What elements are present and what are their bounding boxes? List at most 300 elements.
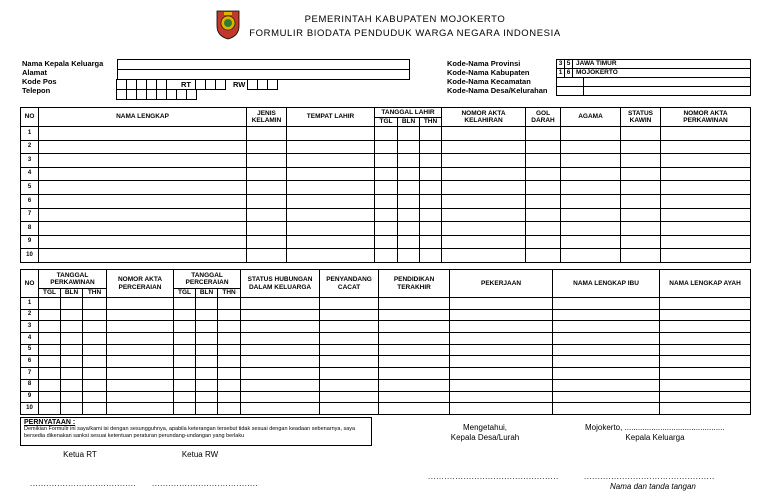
table1-cell[interactable]: [442, 208, 526, 222]
table1-cell[interactable]: [247, 222, 287, 236]
table1-cell[interactable]: [561, 154, 621, 168]
table1-cell[interactable]: [398, 194, 420, 208]
table2-cell[interactable]: [218, 309, 241, 321]
prov-code-1[interactable]: 3: [557, 60, 565, 69]
table1-row-number: 7: [21, 208, 39, 222]
table1-cell[interactable]: [287, 235, 375, 249]
table2-cell[interactable]: [218, 333, 241, 345]
table1-cell[interactable]: [420, 208, 442, 222]
table1-cell[interactable]: [247, 235, 287, 249]
table1-cell[interactable]: [247, 154, 287, 168]
table1-cell[interactable]: [398, 140, 420, 154]
table2-cell[interactable]: [660, 403, 751, 415]
table2-row-number: 5: [21, 344, 39, 356]
col-thn: THN: [420, 118, 442, 127]
table2-cell[interactable]: [196, 298, 218, 310]
table1-cell[interactable]: [661, 249, 751, 263]
table1-cell[interactable]: [661, 208, 751, 222]
table2-cell[interactable]: [39, 356, 61, 368]
table2-cell[interactable]: [450, 309, 553, 321]
table2-cell[interactable]: [107, 356, 174, 368]
table1-cell[interactable]: [420, 181, 442, 195]
table2-cell[interactable]: [450, 391, 553, 403]
table1-cell[interactable]: [420, 154, 442, 168]
table1-cell[interactable]: [39, 127, 247, 141]
table2-cell[interactable]: [83, 333, 107, 345]
table1-row-number: 10: [21, 249, 39, 263]
table1-cell[interactable]: [420, 127, 442, 141]
table1-cell[interactable]: [561, 235, 621, 249]
table1-cell[interactable]: [442, 181, 526, 195]
table1-cell[interactable]: [621, 127, 661, 141]
table2-cell[interactable]: [196, 356, 218, 368]
table1-cell[interactable]: [39, 222, 247, 236]
table2-cell[interactable]: [174, 298, 196, 310]
col2-pendidikan: PENDIDIKAN TERAKHIR: [379, 270, 450, 298]
sig-nama-tanda-tangan: Nama dan tanda tangan: [610, 482, 696, 491]
table1-cell[interactable]: [621, 249, 661, 263]
table2-cell[interactable]: [61, 298, 83, 310]
table2-cell[interactable]: [450, 379, 553, 391]
col-nama-lengkap: NAMA LENGKAP: [39, 108, 247, 127]
table1-cell[interactable]: [398, 181, 420, 195]
table1-cell[interactable]: [561, 181, 621, 195]
table1-cell[interactable]: [39, 140, 247, 154]
table2-cell[interactable]: [107, 321, 174, 333]
telepon-field[interactable]: [117, 89, 197, 100]
table2-cell[interactable]: [450, 356, 553, 368]
table2-cell[interactable]: [379, 321, 450, 333]
table2-cell[interactable]: [660, 356, 751, 368]
table1-cell[interactable]: [442, 194, 526, 208]
table2-cell[interactable]: [61, 309, 83, 321]
table2-cell[interactable]: [107, 391, 174, 403]
table2-cell[interactable]: [196, 403, 218, 415]
prov-name[interactable]: JAWA TIMUR: [573, 60, 751, 69]
table2-cell[interactable]: [83, 391, 107, 403]
table2-cell[interactable]: [39, 379, 61, 391]
label-kepala-keluarga: Nama Kepala Keluarga: [22, 59, 104, 68]
col2-pekerjaan: PEKERJAAN: [450, 270, 553, 298]
table2-cell[interactable]: [241, 368, 320, 380]
table2-cell[interactable]: [553, 321, 660, 333]
rt-field[interactable]: [196, 79, 226, 90]
table2-cell[interactable]: [241, 333, 320, 345]
table2-cell[interactable]: [83, 309, 107, 321]
table2-cell[interactable]: [174, 391, 196, 403]
table1-cell[interactable]: [442, 140, 526, 154]
table1-cell[interactable]: [526, 154, 561, 168]
table2-cell[interactable]: [553, 368, 660, 380]
sig-kepala-keluarga: Kepala Keluarga: [625, 433, 685, 442]
table2-cell[interactable]: [241, 356, 320, 368]
table2-cell[interactable]: [196, 379, 218, 391]
table1-row-number: 5: [21, 181, 39, 195]
table2-cell[interactable]: [241, 309, 320, 321]
table1-cell[interactable]: [398, 249, 420, 263]
table1-cell[interactable]: [661, 127, 751, 141]
col2-kawin-tgl: TGL: [39, 289, 61, 298]
table1-cell[interactable]: [287, 181, 375, 195]
prov-code-2[interactable]: 5: [565, 60, 573, 69]
table1-cell[interactable]: [398, 208, 420, 222]
table1-cell[interactable]: [398, 235, 420, 249]
table1-cell[interactable]: [247, 181, 287, 195]
table2-cell[interactable]: [83, 298, 107, 310]
table1-cell[interactable]: [287, 154, 375, 168]
table1-cell[interactable]: [375, 208, 398, 222]
table1-cell[interactable]: [420, 249, 442, 263]
table2-cell[interactable]: [320, 368, 379, 380]
table2-cell[interactable]: [218, 321, 241, 333]
table1-cell[interactable]: [287, 194, 375, 208]
table2-cell[interactable]: [174, 379, 196, 391]
table2-cell[interactable]: [241, 379, 320, 391]
table2-row-number: 1: [21, 298, 39, 310]
table1-cell[interactable]: [287, 140, 375, 154]
table1-cell[interactable]: [661, 167, 751, 181]
table1-cell[interactable]: [442, 127, 526, 141]
table1-row: [21, 249, 751, 263]
table1-cell[interactable]: [39, 194, 247, 208]
table1-cell[interactable]: [375, 140, 398, 154]
table2-cell[interactable]: [660, 333, 751, 345]
col2-tanggal-perkawinan: TANGGAL PERKAWINAN: [39, 270, 107, 289]
table1-cell[interactable]: [375, 181, 398, 195]
table2-cell[interactable]: [196, 368, 218, 380]
table2-cell[interactable]: [320, 379, 379, 391]
table2-cell[interactable]: [39, 321, 61, 333]
table2-cell[interactable]: [174, 309, 196, 321]
table2-cell[interactable]: [379, 333, 450, 345]
table2-cell[interactable]: [379, 403, 450, 415]
table2-cell[interactable]: [379, 391, 450, 403]
label-alamat: Alamat: [22, 68, 48, 77]
label-kabupaten: Kode-Nama Kabupaten: [447, 68, 530, 77]
table2-cell[interactable]: [320, 391, 379, 403]
table1-cell[interactable]: [442, 154, 526, 168]
table2-cell[interactable]: [218, 368, 241, 380]
table1-cell[interactable]: [39, 249, 247, 263]
table2-cell[interactable]: [379, 379, 450, 391]
table1-cell[interactable]: [561, 167, 621, 181]
kab-code-2[interactable]: 6: [565, 69, 573, 78]
col-tanggal-lahir: TANGGAL LAHIR: [375, 108, 442, 118]
table2-cell[interactable]: [379, 298, 450, 310]
table1-cell[interactable]: [39, 154, 247, 168]
table2-cell[interactable]: [320, 309, 379, 321]
table2-row-number: 8: [21, 379, 39, 391]
table1-cell[interactable]: [661, 194, 751, 208]
table2-cell[interactable]: [39, 344, 61, 356]
table1-cell[interactable]: [398, 222, 420, 236]
table1-cell[interactable]: [287, 167, 375, 181]
col-akta-kelahiran: NOMOR AKTA KELAHIRAN: [442, 108, 526, 127]
table2-cell[interactable]: [174, 356, 196, 368]
table2-row: [21, 356, 751, 368]
table2-cell[interactable]: [660, 379, 751, 391]
table2-cell[interactable]: [39, 298, 61, 310]
table2-row: [21, 379, 751, 391]
table1-cell[interactable]: [561, 208, 621, 222]
table2-cell[interactable]: [553, 403, 660, 415]
table2-cell[interactable]: [196, 309, 218, 321]
table2-cell[interactable]: [553, 379, 660, 391]
table1-cell[interactable]: [442, 249, 526, 263]
table1-cell[interactable]: [420, 222, 442, 236]
table2-cell[interactable]: [379, 344, 450, 356]
table1-cell[interactable]: [561, 249, 621, 263]
table2-cell[interactable]: [218, 379, 241, 391]
sig-place-date: Mojokerto, .............................................: [585, 423, 725, 432]
table2-cell[interactable]: [450, 321, 553, 333]
label-kode-pos: Kode Pos: [22, 77, 57, 86]
table1-cell[interactable]: [661, 181, 751, 195]
table2-cell[interactable]: [450, 333, 553, 345]
table1-cell[interactable]: [621, 154, 661, 168]
table1-cell[interactable]: [398, 167, 420, 181]
table1-cell[interactable]: [247, 127, 287, 141]
table2-cell[interactable]: [379, 368, 450, 380]
col-gol-darah: GOL DARAH: [526, 108, 561, 127]
table1-cell[interactable]: [661, 140, 751, 154]
table2-row-number: 2: [21, 309, 39, 321]
table2-cell[interactable]: [107, 403, 174, 415]
table1-cell[interactable]: [287, 249, 375, 263]
table1-cell[interactable]: [420, 140, 442, 154]
desa-name[interactable]: [584, 87, 751, 96]
table1-cell[interactable]: [526, 249, 561, 263]
table1-cell[interactable]: [442, 167, 526, 181]
table2-cell[interactable]: [450, 403, 553, 415]
table2-cell[interactable]: [553, 298, 660, 310]
table1-cell[interactable]: [287, 208, 375, 222]
table2-cell[interactable]: [39, 333, 61, 345]
statement-box: [20, 417, 372, 446]
table2-cell[interactable]: [553, 344, 660, 356]
regency-emblem-icon: [215, 8, 241, 40]
table2-cell[interactable]: [174, 344, 196, 356]
table2-cell[interactable]: [61, 379, 83, 391]
table1-cell[interactable]: [442, 222, 526, 236]
table2-cell[interactable]: [107, 298, 174, 310]
table2-cell[interactable]: [660, 298, 751, 310]
table1-cell[interactable]: [526, 140, 561, 154]
table2-cell[interactable]: [174, 333, 196, 345]
table2-cell[interactable]: [379, 309, 450, 321]
table1-cell[interactable]: [375, 222, 398, 236]
table2-cell[interactable]: [196, 344, 218, 356]
table2-cell[interactable]: [61, 344, 83, 356]
table2-cell[interactable]: [241, 403, 320, 415]
table1-cell[interactable]: [287, 222, 375, 236]
table2-cell[interactable]: [379, 356, 450, 368]
table2-cell[interactable]: [83, 379, 107, 391]
table2-cell[interactable]: [320, 344, 379, 356]
table1-cell[interactable]: [621, 194, 661, 208]
table2-cell[interactable]: [107, 333, 174, 345]
table1-cell[interactable]: [398, 154, 420, 168]
table1-cell[interactable]: [375, 235, 398, 249]
table1-row: [21, 167, 751, 181]
sig-line-kepala-keluarga[interactable]: ................................................: [584, 472, 715, 481]
table1-cell[interactable]: [247, 140, 287, 154]
table2-cell[interactable]: [218, 298, 241, 310]
table2-cell[interactable]: [39, 368, 61, 380]
table1-cell[interactable]: [39, 235, 247, 249]
table2-cell[interactable]: [174, 368, 196, 380]
table1-cell[interactable]: [561, 194, 621, 208]
table2-cell[interactable]: [553, 333, 660, 345]
table1-cell[interactable]: [398, 127, 420, 141]
table1-cell[interactable]: [621, 208, 661, 222]
kec-name[interactable]: [584, 78, 751, 87]
table1-cell[interactable]: [621, 235, 661, 249]
table2-cell[interactable]: [553, 309, 660, 321]
table1-cell[interactable]: [661, 235, 751, 249]
table1-cell[interactable]: [621, 181, 661, 195]
table1-row: [21, 235, 751, 249]
table1-cell[interactable]: [526, 167, 561, 181]
sig-line-kepala-desa[interactable]: ................................................: [428, 472, 559, 481]
table2-cell[interactable]: [174, 403, 196, 415]
header-title-line1: PEMERINTAH KABUPATEN MOJOKERTO: [304, 14, 506, 25]
kab-name[interactable]: MOJOKERTO: [573, 69, 751, 78]
table2-cell[interactable]: [553, 356, 660, 368]
table2-cell[interactable]: [107, 368, 174, 380]
table1-cell[interactable]: [561, 127, 621, 141]
table2-cell[interactable]: [61, 403, 83, 415]
table2-cell[interactable]: [83, 344, 107, 356]
table1-row-number: 2: [21, 140, 39, 154]
table2-cell[interactable]: [320, 403, 379, 415]
table2-cell[interactable]: [320, 321, 379, 333]
desa-code[interactable]: [557, 87, 584, 96]
table2-cell[interactable]: [174, 321, 196, 333]
table1-cell[interactable]: [287, 127, 375, 141]
table2-cell[interactable]: [660, 321, 751, 333]
table2-cell[interactable]: [39, 309, 61, 321]
table2-cell[interactable]: [320, 298, 379, 310]
table1-cell[interactable]: [526, 127, 561, 141]
table2-cell[interactable]: [39, 391, 61, 403]
table2-cell[interactable]: [241, 391, 320, 403]
table2-cell[interactable]: [83, 368, 107, 380]
table2-cell[interactable]: [61, 333, 83, 345]
table1-cell[interactable]: [526, 222, 561, 236]
table2-row: [21, 333, 751, 345]
table1-cell[interactable]: [420, 235, 442, 249]
table1-cell[interactable]: [526, 208, 561, 222]
table1-cell[interactable]: [247, 249, 287, 263]
table1-cell[interactable]: [247, 208, 287, 222]
table2-cell[interactable]: [83, 403, 107, 415]
kab-code-1[interactable]: 1: [557, 69, 565, 78]
table2-cell[interactable]: [218, 356, 241, 368]
table2-cell[interactable]: [660, 344, 751, 356]
table1-cell[interactable]: [561, 222, 621, 236]
table1-cell[interactable]: [39, 167, 247, 181]
table1-cell[interactable]: [375, 249, 398, 263]
table1-cell[interactable]: [375, 167, 398, 181]
table1-cell[interactable]: [39, 208, 247, 222]
col-status-kawin: STATUS KAWIN: [621, 108, 661, 127]
table2-cell[interactable]: [241, 321, 320, 333]
table1-cell[interactable]: [420, 194, 442, 208]
table2-cell[interactable]: [241, 344, 320, 356]
table2-cell[interactable]: [107, 344, 174, 356]
table2-cell[interactable]: [83, 356, 107, 368]
table2-cell[interactable]: [660, 391, 751, 403]
table2-cell[interactable]: [218, 391, 241, 403]
table2-cell[interactable]: [83, 321, 107, 333]
table1-cell[interactable]: [420, 167, 442, 181]
col-akta-perkawinan: NOMOR AKTA PERKAWINAN: [661, 108, 751, 127]
table2-cell[interactable]: [196, 333, 218, 345]
table1-cell[interactable]: [375, 154, 398, 168]
table1-row: [21, 127, 751, 141]
table2-cell[interactable]: [450, 368, 553, 380]
kec-code[interactable]: [557, 78, 584, 87]
table2-cell[interactable]: [218, 403, 241, 415]
rw-field[interactable]: [248, 79, 278, 90]
table2-cell[interactable]: [660, 368, 751, 380]
table1-cell[interactable]: [247, 167, 287, 181]
sig-mengetahui: Mengetahui,: [462, 423, 508, 432]
table2-cell[interactable]: [61, 356, 83, 368]
table2-cell[interactable]: [107, 309, 174, 321]
table1-cell[interactable]: [621, 140, 661, 154]
table1-cell[interactable]: [621, 167, 661, 181]
table1-cell[interactable]: [247, 194, 287, 208]
table1-cell[interactable]: [621, 222, 661, 236]
table2-cell[interactable]: [61, 321, 83, 333]
table2-cell[interactable]: [196, 391, 218, 403]
table1-cell[interactable]: [661, 222, 751, 236]
col2-kawin-thn: THN: [83, 289, 107, 298]
table2-cell[interactable]: [320, 333, 379, 345]
table2-cell[interactable]: [320, 356, 379, 368]
table2-cell[interactable]: [450, 344, 553, 356]
table1-row-number: 6: [21, 194, 39, 208]
biodata-table-2: [20, 269, 751, 415]
label-telepon: Telepon: [22, 86, 51, 95]
table2-cell[interactable]: [107, 379, 174, 391]
table2-cell[interactable]: [553, 391, 660, 403]
table1-cell[interactable]: [375, 127, 398, 141]
table1-cell[interactable]: [375, 194, 398, 208]
table1-cell[interactable]: [526, 235, 561, 249]
col2-penyandang-cacat: PENYANDANG CACAT: [320, 270, 379, 298]
table2-cell[interactable]: [241, 298, 320, 310]
table1-cell[interactable]: [526, 194, 561, 208]
table2-cell[interactable]: [61, 391, 83, 403]
table1-row-number: 1: [21, 127, 39, 141]
table1-cell[interactable]: [442, 235, 526, 249]
sig-line-rt[interactable]: .......................................: [30, 479, 137, 488]
table1-cell[interactable]: [39, 181, 247, 195]
table2-cell[interactable]: [39, 403, 61, 415]
sig-line-rw[interactable]: .......................................: [152, 479, 259, 488]
table1-cell[interactable]: [561, 140, 621, 154]
table2-cell[interactable]: [61, 368, 83, 380]
table2-cell[interactable]: [450, 298, 553, 310]
table1-cell[interactable]: [526, 181, 561, 195]
table2-cell[interactable]: [660, 309, 751, 321]
table2-cell[interactable]: [196, 321, 218, 333]
table2-cell[interactable]: [218, 344, 241, 356]
table1-cell[interactable]: [661, 154, 751, 168]
